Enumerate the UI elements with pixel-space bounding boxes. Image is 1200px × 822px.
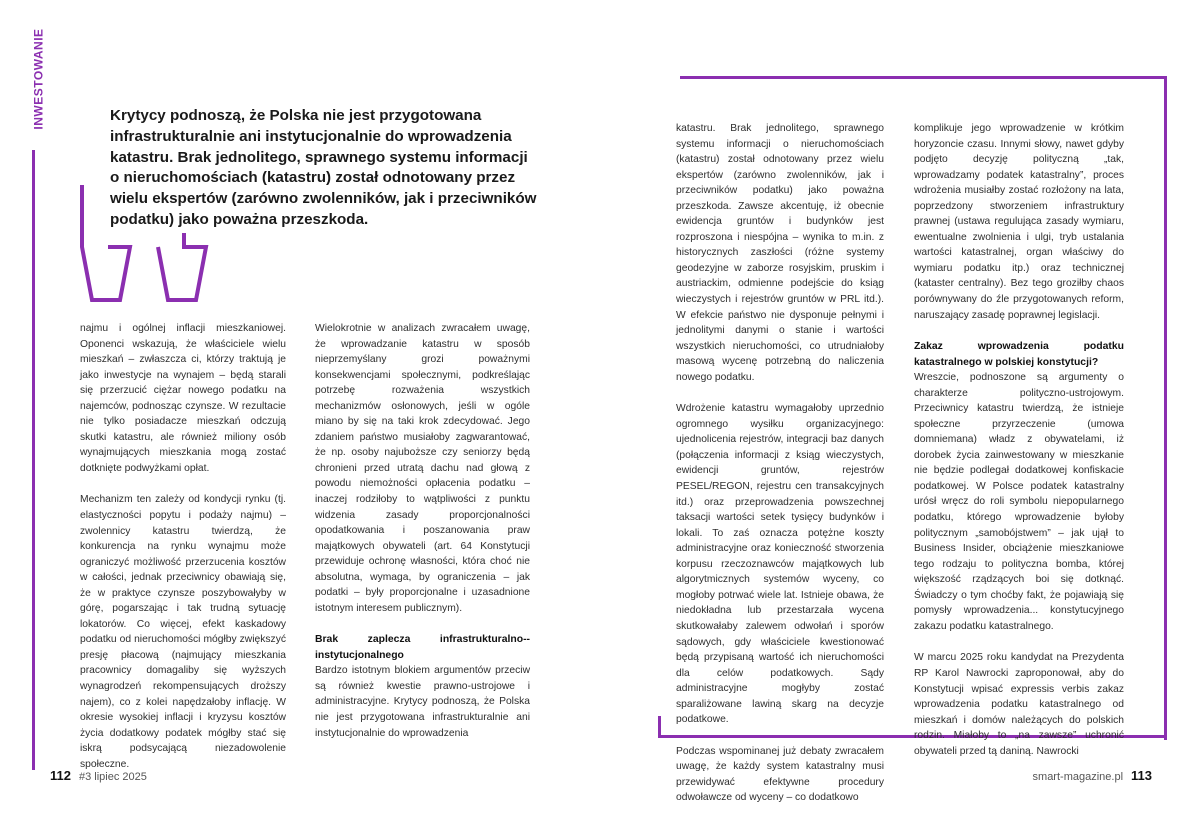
paragraph: Podczas wspominanej już debaty zwracałem uwagę, że każdy system katastralny musi przewidywać efektywne procedury odwoławcze od wyceny – co dodatkowo	[676, 745, 884, 804]
subheading: Brak zaplecza infrastrukturalno--instytucjonalnego	[315, 634, 530, 661]
paragraph: komplikuje jego wprowadzenie w krótkim horyzoncie czasu. Innymi słowy, nawet gdyby podjęto decyzję polityczną „tak, wprowadzamy podatek katastralny”, proces wdrożenia musiałby zostać rozłożony na lata, poprzedzony stworzeniem infrastruktury prawnej (ustawa regulująca zasady wymiaru, ewentualne zwolnienia i ulgi, tryb ustalania wartości katastralnej, organ właściwy do wymiaru podatku itp.) oraz technicznej (kataster centralny). Bez tego groziłby chaos porównywany do źle przygotowanych reform, naruszający zasadę poprawnej legislacji.	[914, 123, 1124, 321]
section-divider-line	[32, 150, 35, 770]
page-number-left: 112	[50, 768, 71, 783]
site-link[interactable]: smart-magazine.pl	[1032, 771, 1124, 783]
paragraph: najmu i ogólnej inflacji mieszkaniowej. Oponenci wskazują, że właściciele wielu mieszkań – zwłaszcza ci, którzy traktują je jako inwestycje na wynajem – będą starali się przerzucić ciężar nowego podatku na najemców, podnosząc czynsze. W rezultacie nie tylko posiadacze mieszkań odczują skutki katastru, ale również miliony osób wynajmujących mieszkania mogą zostać dotknięte podwyżkami opłat.	[80, 323, 286, 474]
paragraph: Wdrożenie katastru wymagałoby uprzednio ogromnego wysiłku organizacyjnego: ujednolicenia rejestrów, integracji baz danych (połączenia informacji z ksiąg wieczystych, ewidencji gruntów, rejestrów PESEL/REGON, rejestru cen transakcyjnych itd.) oraz przeprowadzenia powszechnej taksacji wartości setek tysięcy budynków i lokali. To zaś oznacza potężne koszty administracyjne oraz konieczność stworzenia korpusu rzeczoznawców majątkowych lub algorytmicznych systemów wyceny, co mogłoby potrwać wiele lat. Istnieje obawa, że niedokładna lub przestarzała wycena skutkowałaby zalewem odwołań i sporów sądowych, gdy właściciele kwestionować będą przypisaną wartość ich nieruchomości dla celów podatkowych. Sądy administracyjne mogłyby zostać sparaliżowane lawiną skarg na decyzje podatkowe.	[676, 403, 884, 726]
page-number-right: 113	[1131, 768, 1152, 783]
section-label-text: INWESTOWANIE	[31, 28, 46, 130]
paragraph: Wielokrotnie w analizach zwracałem uwagę, że wprowadzanie katastru w sposób nieprzemyślany grozi poważnymi konsekwencjami społecznymi, podkreślając potrzebę rozważenia wszystkich mechanizmów osłonowych, jeśli w ogóle miano by się na taki krok zdecydować. Jego zdaniem państwo musiałoby zagwarantować, że np. osoby najuboższe czy seniorzy będą chronieni przed utratą dachu nad głową z powodu niemożności opłacenia podatku – inaczej rodziłoby to wątpliwości z punktu widzenia zasady proporcjonalności opodatkowania i poszanowania praw majątkowych obywateli (art. 64 Konstytucji przewiduje ochronę własności, która choć nie absolutna, wymaga, by ograniczenia – jak podatki – były proporcjonalne i uzasadnione istotnym interesem publicznym).	[315, 323, 530, 614]
section-label	[24, 30, 44, 140]
footer-right	[1033, 768, 1152, 783]
paragraph: katastru. Brak jednolitego, sprawnego systemu informacji o nieruchomościach (katastru) został odnotowany przez wielu ekspertów (zarówno zwolenników, jak i przeciwników podatku) jako poważna przeszkoda. Zawsze akcentuję, iż obecnie ewidencja gruntów i budynków jest rozproszona i niespójna – wynika to m.in. z historycznych zaszłości (różne systemy geodezyjne w zaborze rosyjskim, pruskim i austriackim, odmienne podejście do ksiąg wieczystych i rejestrów gruntów w PRL itd.). W efekcie państwo nie dysponuje pełnymi i jednolitymi danymi o stanie i wartości wszystkich nieruchomości, co utrudniałoby masową wycenę potrzebną do naliczenia nowego podatku.	[676, 123, 884, 383]
article-column-4	[914, 121, 1124, 775]
article-column-2	[315, 321, 530, 757]
quote-marks-icon	[70, 185, 230, 305]
issue-label: #3 lipiec 2025	[78, 771, 147, 783]
frame-top-line	[680, 76, 1167, 79]
frame-right-line	[1164, 76, 1167, 740]
paragraph: Wreszcie, podnoszone są argumenty o charakterze polityczno-ustrojowym. Przeciwnicy katastru twierdzą, że istnieje społeczne przyrzeczenie (umowa domniemana) władz z obywatelami, iż dorobek życia zainwestowany w mieszkanie nie będzie podlegał dodatkowej konfiskacie podatkowej. W Polsce podatek katastralny urósł wręcz do roli symbolu niepopularnego podatku, którego wprowadzenie byłoby politycznym „samobójstwem” – jak ujął to Business Insider, obciążenie mieszkaniowe tego rodzaju to polityczna bomba, której większość rządzących boi się dotknąć. Świadczy o tym choćby fakt, że pojawiają się pomysły wprowadzenia... konstytucyjnego zakazu podatku katastralnego.	[914, 372, 1124, 632]
pull-quote: Krytycy podnoszą, że Polska nie jest przygotowana infrastrukturalnie ani instytucjonalnie do wprowadzenia katastru. Brak jednolitego, sprawnego systemu informacji o nieruchomościach (katastru) został odnotowany przez wielu ekspertów (zarówno zwolenników, jak i przeciwników podatku) jako poważna przeszkoda.	[110, 107, 537, 228]
paragraph: W marcu 2025 roku kandydat na Prezydenta RP Karol Nawrocki zaproponował, aby do Konstytucji wpisać expressis verbis zakaz wprowadzenia podatku katastralnego od mieszkań i domów należących do polskich rodzin. Miałoby to „na zawsze” uchronić obywateli przed tą daniną. Nawrocki	[914, 652, 1124, 757]
paragraph: Mechanizm ten zależy od kondycji rynku (tj. elastyczności popytu i podaży najmu) – zwolennicy katastru twierdzą, że konkurencja na rynku wynajmu może ograniczyć możliwość przerzucenia kosztów w całości, jednak przeciwnicy obawiają się, że w praktyce czynsze poszybowałyby w górę, pogarszając i tak trudną sytuację lokatorów. Co więcej, efekt kaskadowy podatku od nieruchomości mógłby zwiększyć presję płacową (najmujący mieszkania pracownicy domagaliby się wyższych wynagrodzeń rekompensujących droższy najem), co z kolei napędzałoby inflację. W okresie wysokiej inflacji i kryzysu kosztów życia dodatkowy podatek mógłby stać się iskrą podsycającą niezadowolenie społeczne.	[80, 494, 286, 770]
subheading: Zakaz wprowadzenia podatku katastralnego w polskiej konstytucji?	[914, 341, 1124, 368]
article-column-1	[80, 321, 286, 788]
footer-left	[50, 768, 147, 783]
paragraph: Bardzo istotnym blokiem argumentów przeciw są również kwestie prawno-ustrojowe i administracyjne. Krytycy podnoszą, że Polska nie jest przygotowana infrastrukturalnie ani instytucjonalnie do wprowadzenia	[315, 665, 530, 739]
article-column-3	[676, 121, 884, 822]
